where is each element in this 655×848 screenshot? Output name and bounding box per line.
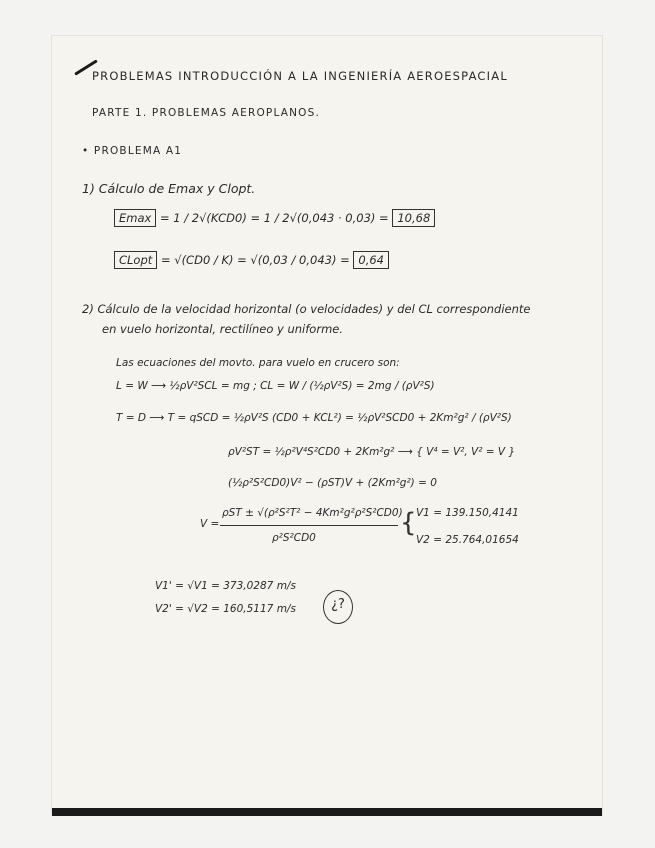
question-mark-circle	[323, 590, 353, 624]
fraction-bar	[220, 525, 398, 526]
lift-equation: L = W ⟶ ½ρV²SCL = mg ; CL = W / (½ρV²S) = 2mg / (ρV²S)	[116, 380, 435, 392]
section2-heading-line2: en vuelo horizontal, rectilíneo y uniforme.	[102, 322, 344, 336]
combined-equation: ρV²ST = ½ρ²V⁴S²CD0 + 2Km²g² ⟶ { V⁴ = V², V² = V }	[228, 446, 516, 458]
emax-expression: = 1 / 2√(KCD0) = 1 / 2√(0,043 · 0,03) =	[159, 211, 389, 225]
v1-result: V1' = √V1 = 373,0287 m/s	[155, 580, 296, 592]
v2-result: V2' = √V2 = 160,5117 m/s	[155, 603, 296, 615]
v-lhs: V =	[200, 518, 220, 530]
v1-value: V1 = 139.150,4141	[416, 507, 519, 519]
equations-intro: Las ecuaciones del movto. para vuelo en crucero son:	[116, 357, 400, 369]
v2-value: V2 = 25.764,01654	[416, 534, 519, 546]
quadratic-equation: (½ρ²S²CD0)V² − (ρST)V + (2Km²g²) = 0	[228, 477, 437, 489]
thrust-equation: T = D ⟶ T = qSCD = ½ρV²S (CD0 + KCL²) = ½ρV²SCD0 + 2Km²g² / (ρV²S)	[116, 412, 512, 424]
v-numerator: ρST ± √(ρ²S²T² − 4Km²g²ρ²S²CD0)	[222, 507, 403, 519]
emax-result: 10,68	[392, 209, 435, 227]
v-denominator: ρ²S²CD0	[272, 532, 316, 544]
emax-label: Emax	[114, 209, 156, 227]
question-mark: ¿?	[331, 597, 345, 612]
problem-heading: • PROBLEMA A1	[82, 145, 183, 157]
clopt-expression: = √(CD0 / K) = √(0,03 / 0,043) =	[160, 253, 350, 267]
section1-heading: 1) Cálculo de Emax y Clopt.	[82, 181, 256, 196]
section2-heading-line1: 2) Cálculo de la velocidad horizontal (o velocidades) y del CL correspondiente	[82, 302, 531, 316]
clopt-result: 0,64	[353, 251, 389, 269]
sheet-bottom-edge	[52, 808, 602, 816]
page-title: PROBLEMAS INTRODUCCIÓN A LA INGENIERÍA AEROESPACIAL	[92, 69, 508, 83]
emax-equation	[114, 211, 435, 225]
brace: {	[400, 508, 417, 538]
part-heading: PARTE 1. PROBLEMAS AEROPLANOS.	[92, 107, 321, 119]
clopt-equation	[114, 253, 389, 267]
clopt-label: CLopt	[114, 251, 157, 269]
